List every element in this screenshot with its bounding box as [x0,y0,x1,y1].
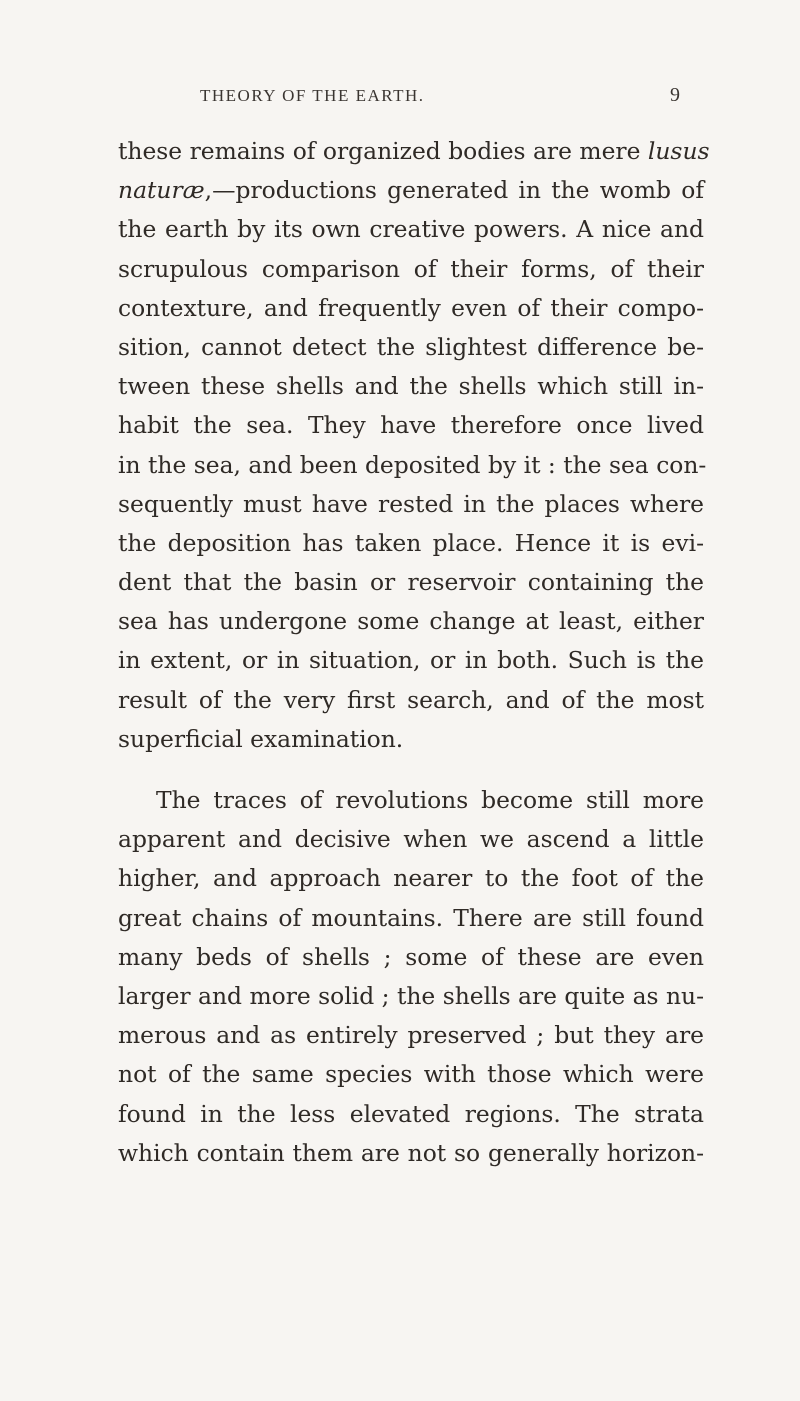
text-line: these remains of organized bodies are mere lusus [118,137,710,165]
text-line: tween these shells and the shells which still in- [118,372,704,401]
text-line: dent that the basin or reservoir containing the [118,568,704,597]
text-line: apparent and decisive when we ascend a little [118,825,704,854]
text-line: which contain them are not so generally horizon- [118,1138,704,1167]
running-title: THEORY OF THE EARTH. [200,86,425,105]
body-text [118,132,710,1173]
text-line: sea has undergone some change at least, either [118,607,704,636]
text-line: naturæ,—productions generated in the womb of [118,176,704,205]
text-line: sition, cannot detect the slightest difference be- [118,332,704,361]
text-line: larger and more solid ; the shells are quite as nu- [118,981,705,1010]
text-line: the earth by its own creative powers. A nice and [118,215,704,244]
text-line: contexture, and frequently even of their compo- [118,293,704,322]
text-line: great chains of mountains. There are still found [118,903,704,932]
text-line: not of the same species with those which were [118,1060,704,1089]
text-line: in extent, or in situation, or in both. Such is the [118,646,704,675]
text-line: in the sea, and been deposited by it : the sea con- [118,450,707,479]
text-line: The traces of revolutions become still more [156,786,704,814]
text-line: habit the sea. They have therefore once lived [118,411,704,440]
paragraph-gap [118,759,704,781]
text-line: many beds of shells ; some of these are even [118,942,704,971]
text-line: result of the very first search, and of the most [118,685,704,714]
paragraph [118,781,704,1173]
page-number: 9 [670,84,680,106]
text-line: higher, and approach nearer to the foot of the [118,864,704,893]
text-line: found in the less elevated regions. The strata [118,1099,704,1128]
text-line: merous and as entirely preserved ; but they are [118,1021,704,1050]
text-line: the deposition has taken place. Hence it is evi- [118,528,704,557]
running-head [120,86,680,112]
text-line: sequently must have rested in the places where [118,489,704,518]
text-line: superficial examination. [118,724,404,753]
text-line: scrupulous comparison of their forms, of their [118,254,704,283]
paragraph [118,132,710,759]
